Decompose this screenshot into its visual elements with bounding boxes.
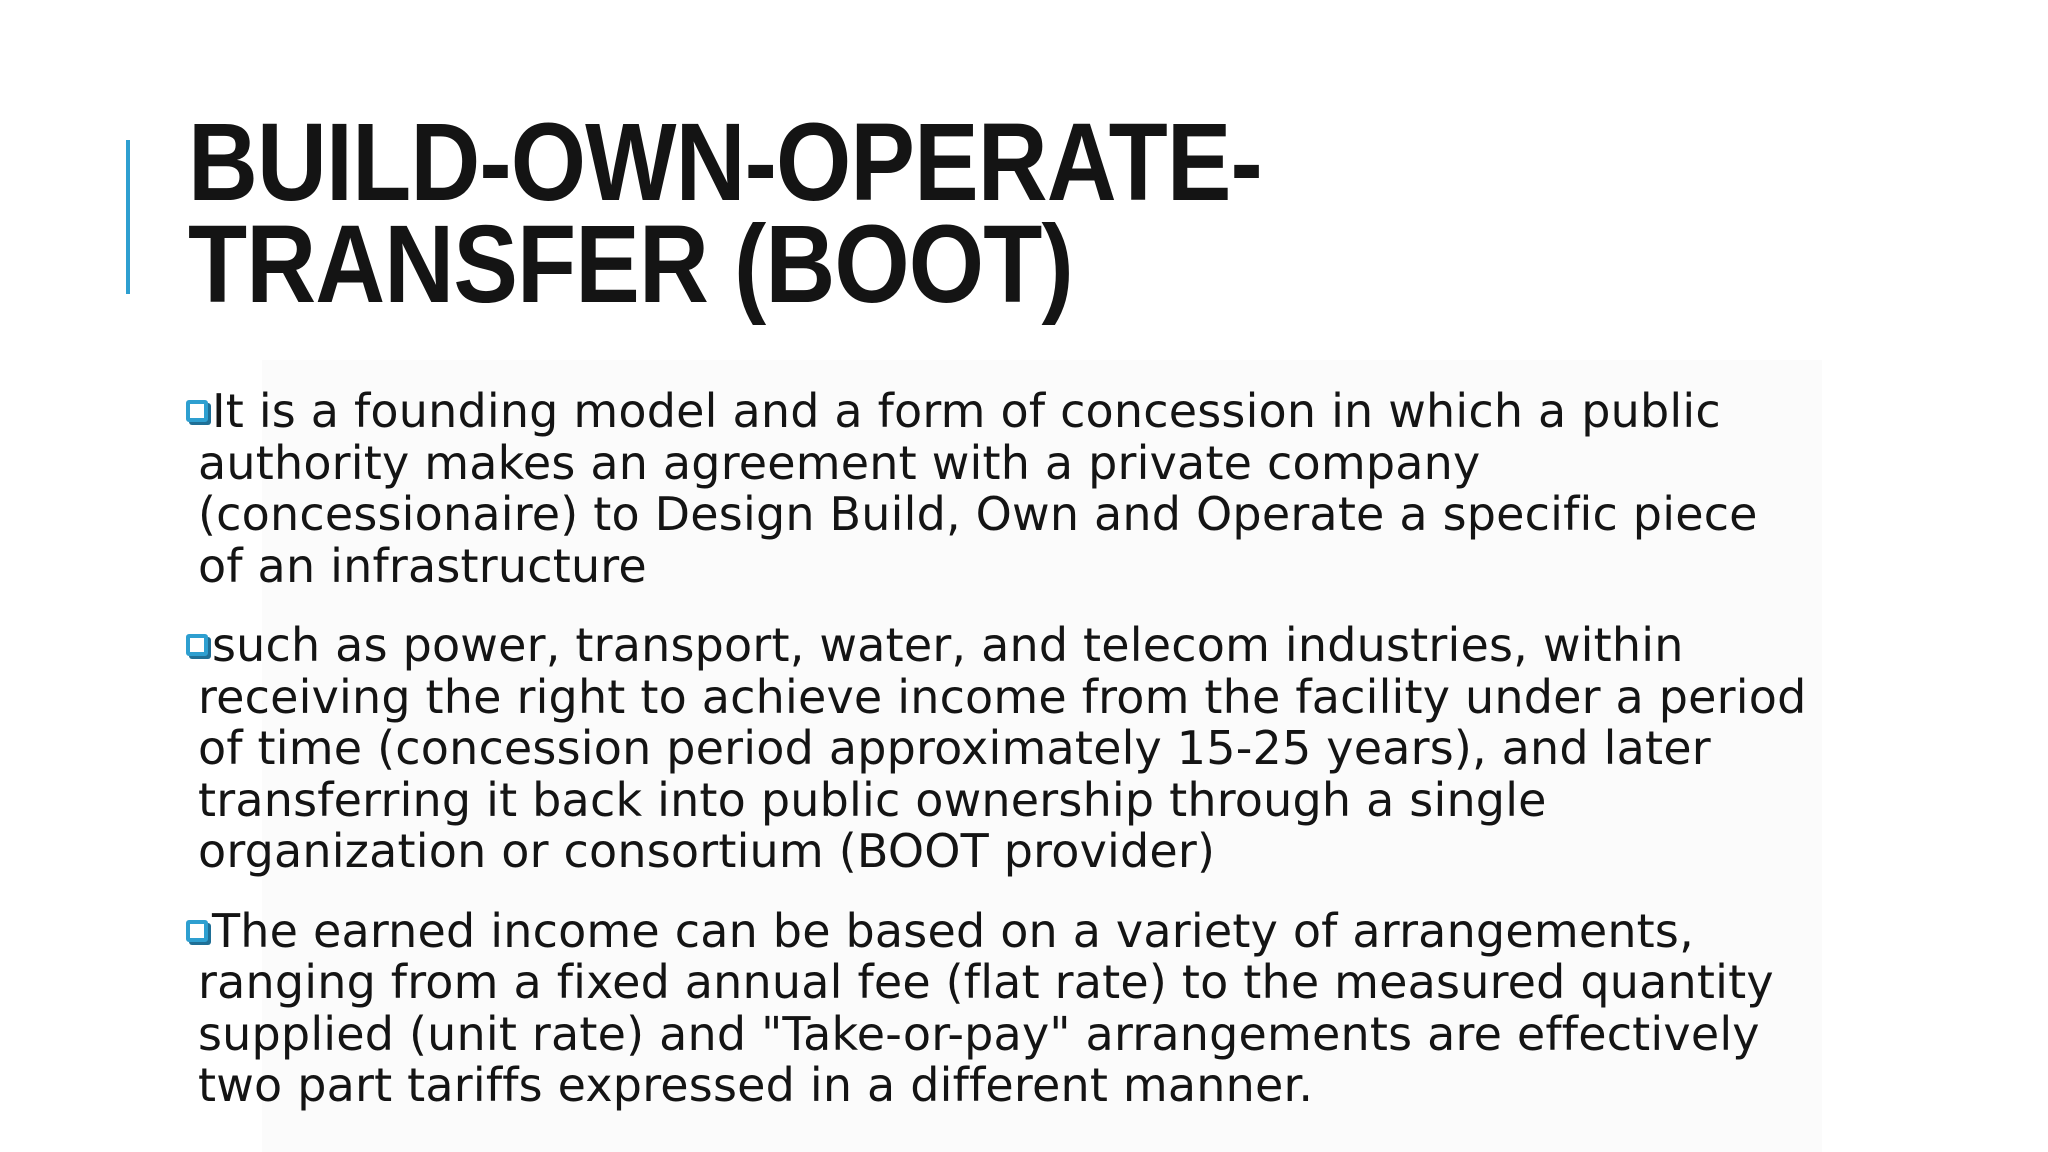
bullet-item bbox=[188, 903, 1808, 1112]
bullet-list bbox=[188, 386, 1808, 1140]
title-accent-bar bbox=[126, 140, 130, 294]
bullet-text: such as power, transport, water, and telecom industries, within receiving the right to achieve income from the facility under a period of time (concession period approximately 15-25 years), and later transferring it back into public ownership through a single organization or consortium (BOOT provider) bbox=[198, 618, 1807, 878]
hollow-square-bullet-icon bbox=[186, 400, 208, 422]
slide-title: BUILD-OWN-OPERATE-TRANSFER (BOOT) bbox=[188, 101, 1262, 326]
bullet-text: The earned income can be based on a variety of arrangements, ranging from a fixed annual fee (flat rate) to the measured quantity supplied (unit rate) and "Take-or-pay" arrangements are effectively two part tariffs expressed in a different manner. bbox=[198, 903, 1774, 1112]
hollow-square-bullet-icon bbox=[186, 920, 208, 942]
bullet-item bbox=[188, 620, 1808, 878]
bullet-item bbox=[188, 386, 1808, 592]
hollow-square-bullet-icon bbox=[186, 634, 208, 656]
bullet-text: It is a founding model and a form of concession in which a public authority makes an agreement with a private company (concessionaire) to Design Build, Own and Operate a specific piece of an infrastructure bbox=[198, 384, 1758, 593]
